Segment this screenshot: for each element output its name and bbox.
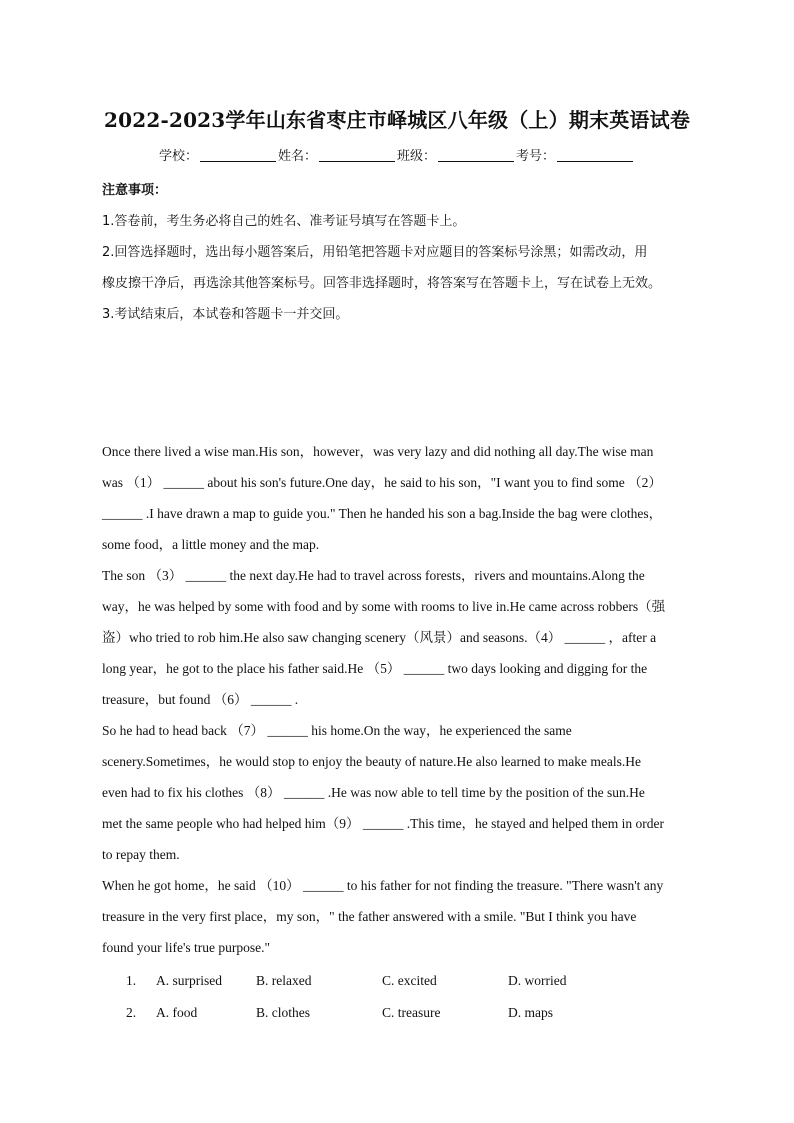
notes-section	[102, 175, 722, 330]
passage-line: even had to fix his clothes （8） ______ .He was now able to tell time by the position of the sun.He	[102, 785, 645, 800]
option-b: B. clothes	[256, 1005, 310, 1020]
note-item: 3.考试结束后，本试卷和答题卡一并交回。	[102, 307, 349, 322]
passage-line: scenery.Sometimes，he would stop to enjoy the beauty of nature.He also learned to make meals.He	[102, 754, 641, 769]
passage-line: treasure in the very first place，my son，" the father answered with a smile. "But I think you have	[102, 909, 637, 924]
school-label: 学校：	[158, 149, 198, 164]
option-a: A. surprised	[156, 973, 222, 988]
passage-line: treasure，but found （6） ______ .	[102, 692, 299, 707]
student-info-line	[0, 145, 794, 164]
note-item: 橡皮擦干净后，再选涂其他答案标号。回答非选择题时，将答案写在答题卡上，写在试卷上无效。	[102, 276, 662, 291]
option-a: A. food	[156, 1005, 198, 1020]
passage-line: 盗）who tried to rob him.He also saw changing scenery（风景）and seasons.（4） ______ ，after a	[102, 630, 657, 645]
reading-passage	[102, 436, 702, 963]
passage-line: met the same people who had helped him（9） ______ .This time，he stayed and helped them in order	[102, 816, 664, 831]
option-d: D. maps	[508, 1005, 553, 1020]
option-c: C. treasure	[382, 1005, 441, 1020]
question-row-1	[126, 965, 686, 997]
passage-line: long year，he got to the place his father said.He （5） ______ two days looking and digging for the	[102, 661, 648, 676]
note-item: 2.回答选择题时，选出每小题答案后，用铅笔把答题卡对应题目的答案标号涂黑；如需改动，用	[102, 245, 648, 260]
question-row-2	[126, 997, 686, 1029]
class-label: 班级：	[397, 149, 437, 164]
question-number: 1.	[126, 973, 137, 988]
passage-line: Once there lived a wise man.His son，however，was very lazy and did nothing all day.The wise man	[102, 444, 654, 459]
passage-line: was （1） ______ about his son's future.One day，he said to his son，"I want you to find some （2）	[102, 475, 662, 490]
option-b: B. relaxed	[256, 973, 312, 988]
name-label: 姓名：	[277, 149, 317, 164]
passage-line: ______ .I have drawn a map to guide you." Then he handed his son a bag.Inside the bag were clothes，	[102, 506, 663, 521]
school-blank	[200, 148, 276, 162]
question-number: 2.	[126, 1005, 137, 1020]
question-options	[126, 965, 686, 1029]
page-title: 2022-2023学年山东省枣庄市峄城区八年级（上）期末英语试卷	[103, 108, 691, 132]
passage-line: way，he was helped by some with food and by some with rooms to live in.He came across robbers（强	[102, 599, 666, 614]
number-label: 考号：	[516, 149, 556, 164]
option-d: D. worried	[508, 973, 567, 988]
option-c: C. excited	[382, 973, 437, 988]
passage-line: to repay them.	[102, 847, 180, 862]
notes-heading: 注意事项：	[102, 183, 168, 198]
class-blank	[438, 148, 514, 162]
passage-line: found your life's true purpose."	[102, 940, 271, 955]
passage-line: The son （3） ______ the next day.He had to travel across forests，rivers and mountains.Along the	[102, 568, 645, 583]
name-blank	[319, 148, 395, 162]
note-item: 1.答卷前，考生务必将自己的姓名、准考证号填写在答题卡上。	[102, 214, 466, 229]
passage-line: So he had to head back （7） ______ his home.On the way，he experienced the same	[102, 723, 572, 738]
passage-line: some food，a little money and the map.	[102, 537, 320, 552]
passage-line: When he got home，he said （10） ______ to his father for not finding the treasure. "There wasn't any	[102, 878, 664, 893]
number-blank	[557, 148, 633, 162]
